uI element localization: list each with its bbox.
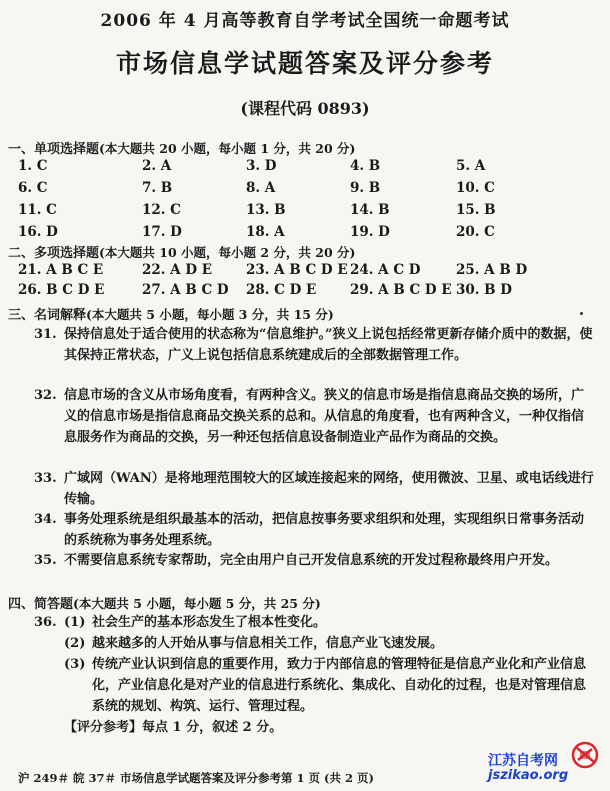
scan-speck [580, 312, 583, 315]
single-choice-answer: 17. D [142, 224, 182, 240]
multi-choice-answer: 25. A B D [456, 262, 528, 278]
single-choice-answer: 9. B [350, 180, 381, 196]
answer-item-33 [34, 468, 594, 510]
section-heading-multi-choice [8, 242, 355, 261]
single-choice-answer: 6. C [18, 180, 48, 196]
sub-number: (1) [64, 615, 86, 630]
sub-text: 传统产业认识到信息的重要作用，致力于内部信息的管理特征是信息产业化和产业信息化，产业信息化是对产业的信息进行系统化、集成化、自动化的过程，也是对管理信息系统的规划、构筑、运行、管理过程。 [92, 657, 587, 714]
single-choice-answer: 11. C [18, 202, 57, 218]
answer-sub-2 [64, 633, 594, 654]
grading-note: 【评分参考】每点 1 分，叙述 2 分。 [64, 720, 283, 735]
single-choice-answer: 7. B [142, 180, 173, 196]
single-choice-answer: 12. C [142, 202, 181, 218]
single-choice-row [0, 224, 610, 244]
section-title: 三、名词解释 [8, 308, 87, 323]
single-choice-row [0, 180, 610, 200]
single-choice-answer: 10. C [456, 180, 495, 196]
single-choice-answer: 13. B [246, 202, 286, 218]
sub-text: 越来越多的人开始从事与信息相关工作，信息产业飞速发展。 [92, 636, 444, 651]
multi-choice-answer: 27. A B C D [142, 282, 229, 298]
item-text: 信息市场的含义从市场角度看，有两种含义。狭义的信息市场是指信息商品交换的场所，广义的信息市场是指信息商品交换关系的总和。从信息的角度看，也有两种含义，一种仅指信息服务作为商品的交换，另一种还包括信息设备制造业产品作为商品的交换。 [64, 388, 585, 445]
multi-choice-answer: 22. A D E [142, 262, 213, 278]
item-number: 31. [34, 327, 57, 342]
section-title: 一、单项选择题 [8, 142, 100, 157]
single-choice-answer: 3. D [246, 158, 277, 174]
single-choice-answer: 5. A [456, 158, 486, 174]
sub-number: (3) [64, 657, 86, 672]
multi-choice-row [0, 282, 610, 302]
section-heading-terms [8, 304, 334, 323]
multi-choice-answer: 24. A C D [350, 262, 421, 278]
section-heading-single-choice [8, 138, 355, 157]
stamp-icon [568, 740, 602, 770]
logo-url[interactable]: jszikao.org [488, 768, 569, 783]
single-choice-answer: 19. D [350, 224, 390, 240]
section-note: (本大题共 5 小题，每小题 3 分，共 15 分) [86, 307, 334, 322]
section-note: (本大题共 5 小题，每小题 5 分，共 25 分) [73, 596, 321, 611]
section-note: (本大题共 20 小题，每小题 1 分，共 20 分) [99, 141, 356, 156]
item-number: 32. [34, 388, 57, 403]
item-text: 不需要信息系统专家帮助，完全由用户自己开发信息系统的开发过程称最终用户开发。 [64, 553, 559, 568]
sub-text: 社会生产的基本形态发生了根本性变化。 [92, 615, 327, 630]
section-heading-short-answer [8, 593, 321, 612]
site-logo[interactable] [488, 740, 606, 788]
single-choice-answer: 8. A [246, 180, 276, 196]
section-title: 四、简答题 [8, 597, 74, 612]
item-text: 广域网（WAN）是将地理范围较大的区域连接起来的网络，使用微波、卫星、或电话线进行传输。 [64, 471, 594, 507]
multi-choice-answer: 23. A B C D E [246, 262, 348, 278]
answer-item-34 [34, 509, 594, 551]
item-number: 33. [34, 471, 57, 486]
multi-choice-answer: 21. A B C E [18, 262, 104, 278]
single-choice-answer: 16. D [18, 224, 58, 240]
item-number: 34. [34, 512, 57, 527]
course-code: (课程代码 0893) [240, 99, 370, 118]
logo-name: 江苏自考网 [488, 753, 558, 769]
item-text: 事务处理系统是组织最基本的活动，把信息按事务要求组织和处理，实现组织日常事务活动的系统称为事务处理系统。 [64, 512, 585, 548]
item-text: 保持信息处于适合使用的状态称为“信息维护。”狭义上说包括经常更新存储介质中的数据，使其保持正常状态，广义上说包括信息系统建成后的全部数据管理工作。 [64, 327, 593, 363]
single-choice-answer: 14. B [350, 202, 390, 218]
answer-sub-3 [64, 654, 594, 717]
answer-sub-1 [64, 612, 594, 633]
answer-item-35 [34, 550, 594, 571]
single-choice-answer: 15. B [456, 202, 496, 218]
single-choice-answer: 1. C [18, 158, 48, 174]
answer-item-31 [34, 324, 594, 366]
answer-item-32 [34, 385, 594, 448]
question-number-36: 36. [34, 615, 57, 630]
single-choice-row [0, 202, 610, 222]
page-title: 市场信息学试题答案及评分参考 [115, 49, 494, 78]
multi-choice-answer: 26. B C D E [18, 282, 105, 298]
single-choice-answer: 20. C [456, 224, 495, 240]
section-note: (本大题共 10 小题，每小题 2 分，共 20 分) [99, 245, 356, 260]
section-title: 二、多项选择题 [8, 246, 100, 261]
multi-choice-answer: 29. A B C D E [350, 282, 452, 298]
exam-header: 2006 年 4 月高等教育自学考试全国统一命题考试 [100, 11, 510, 31]
single-choice-answer: 4. B [350, 158, 381, 174]
single-choice-answer: 18. A [246, 224, 285, 240]
page-footer: 沪 249＃ 皖 37＃ 市场信息学试题答案及评分参考第 1 页 (共 2 页) [18, 771, 374, 785]
multi-choice-answer: 28. C D E [246, 282, 317, 298]
single-choice-row [0, 158, 610, 178]
sub-number: (2) [64, 636, 86, 651]
single-choice-answer: 2. A [142, 158, 172, 174]
item-number: 35. [34, 553, 57, 568]
multi-choice-row [0, 262, 610, 282]
multi-choice-answer: 30. B D [456, 282, 513, 298]
